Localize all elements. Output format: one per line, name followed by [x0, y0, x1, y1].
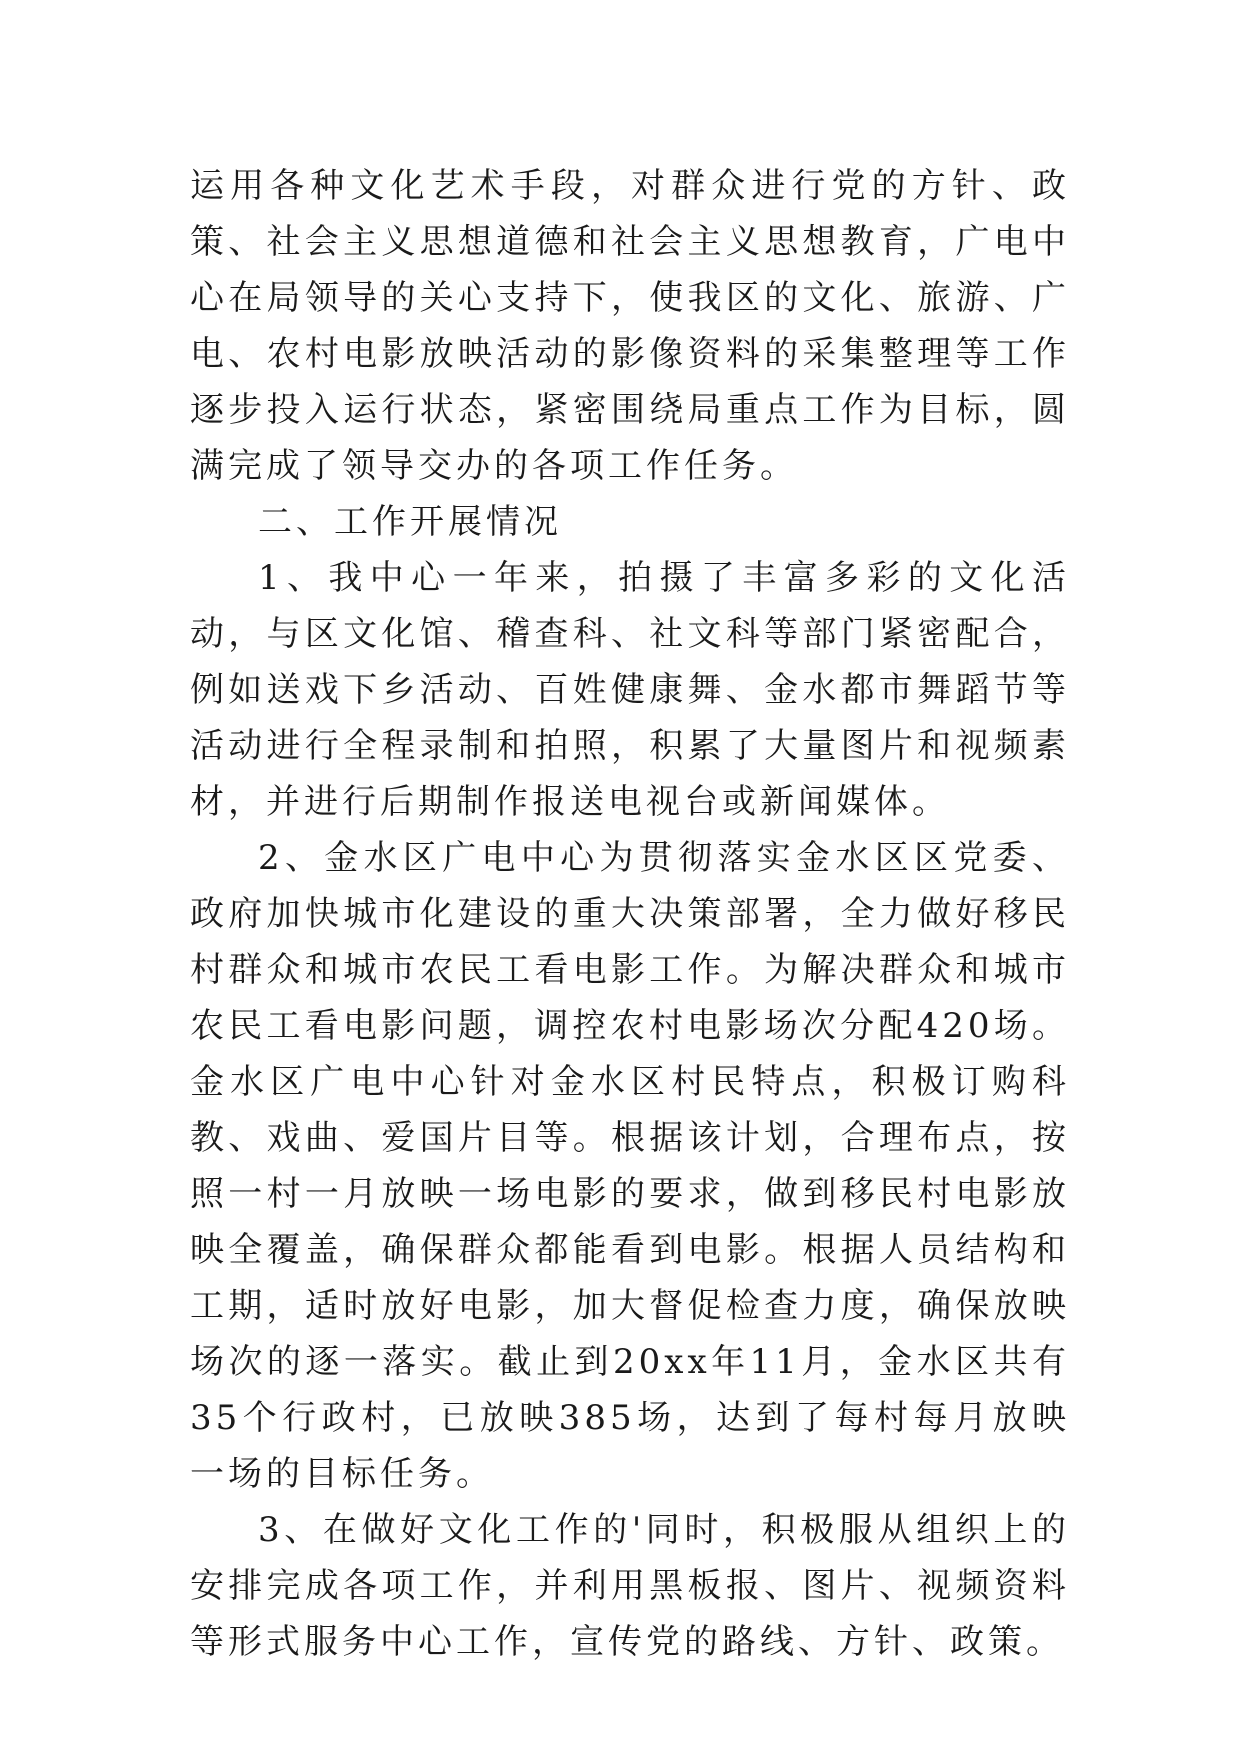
paragraph-intro: 运用各种文化艺术手段，对群众进行党的方针、政策、社会主义思想道德和社会主义思想教育，广电中心在局领导的关心支持下，使我区的文化、旅游、广电、农村电影放映活动的影像资料的采集整理等工作逐步投入运行状态，紧密围绕局重点工作为目标，圆满完成了领导交办的各项工作任务。: [190, 166, 1070, 486]
paragraph-item-3: 3、在做好文化工作的'同时，积极服从组织上的安排完成各项工作，并利用黑板报、图片、视频资料等形式服务中心工作，宣传党的路线、方针、政策。: [190, 1510, 1070, 1662]
paragraph-item-1: 1、我中心一年来，拍摄了丰富多彩的文化活动，与区文化馆、稽查科、社文科等部门紧密配合，例如送戏下乡活动、百姓健康舞、金水都市舞蹈节等活动进行全程录制和拍照，积累了大量图片和视频素材，并进行后期制作报送电视台或新闻媒体。: [190, 558, 1070, 822]
document-body: [190, 158, 1070, 1670]
paragraph-item-2: 2、金水区广电中心为贯彻落实金水区区党委、政府加快城市化建设的重大决策部署，全力做好移民村群众和城市农民工看电影工作。为解决群众和城市农民工看电影问题，调控农村电影场次分配420场。金水区广电中心针对金水区村民特点，积极订购科教、戏曲、爱国片目等。根据该计划，合理布点，按照一村一月放映一场电影的要求，做到移民村电影放映全覆盖，确保群众都能看到电影。根据人员结构和工期，适时放好电影，加大督促检查力度，确保放映场次的逐一落实。截止到20xx年11月，金水区共有35个行政村，已放映385场，达到了每村每月放映一场的目标任务。: [190, 838, 1070, 1494]
section-heading-work-progress: 二、工作开展情况: [258, 502, 562, 542]
